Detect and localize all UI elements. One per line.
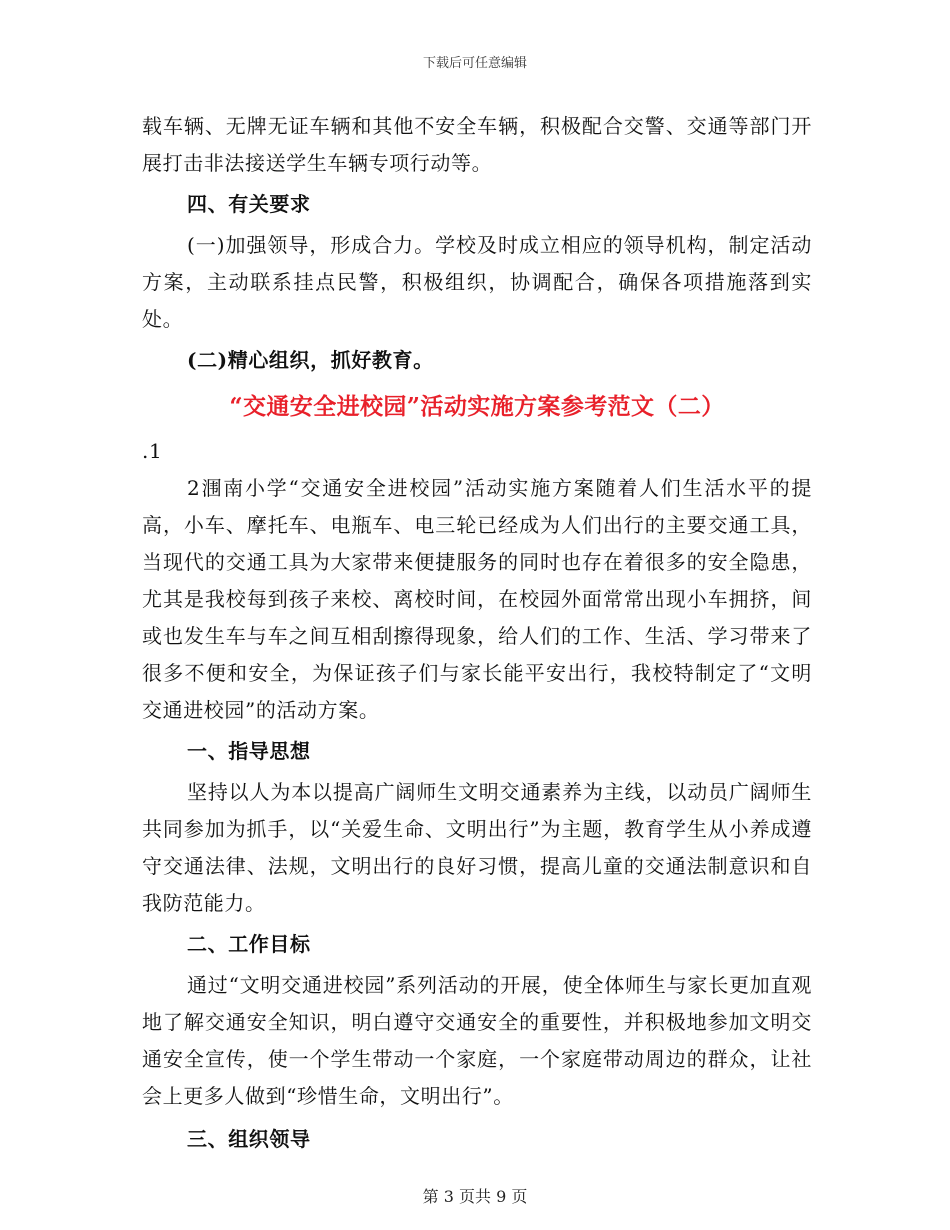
document-title: “交通安全进校园”活动实施方案参考范文（二） [229, 393, 725, 420]
paragraph-number: .1 [142, 439, 163, 463]
subheading-education: (二)精心组织，抓好教育。 [187, 348, 434, 372]
section-heading-requirements: 四、有关要求 [187, 192, 311, 216]
page-footer: 第 3 页共 9 页 [422, 1187, 528, 1206]
paragraph-goals: 通过“文明交通进校园”系列活动的开展，使全体师生与家长更加直观地了解交通安全知识，明白遵守交通安全的重要性，并积极地参加文明交通安全宣传，使一个学生带动一个家庭，一个家庭带动周边的群众，让社会上更多人做到“珍惜生命，文明出行”。 [142, 973, 812, 1108]
paragraph-continued: 载车辆、无牌无证车辆和其他不安全车辆，积极配合交警、交通等部门开展打击非法接送学生车辆专项行动等。 [142, 114, 812, 175]
section-heading-organization: 三、组织领导 [187, 1127, 311, 1151]
section-heading-goals: 二、工作目标 [187, 932, 311, 956]
section-heading-guiding: 一、指导思想 [187, 739, 311, 763]
page-header: 下载后可任意编辑 [422, 56, 527, 71]
document-body [142, 108, 812, 1162]
paragraph-intro: 2涠南小学“交通安全进校园”活动实施方案随着人们生活水平的提高，小车、摩托车、电瓶车、电三轮已经成为人们出行的主要交通工具，当现代的交通工具为大家带来便捷服务的同时也存在着很多的安全隐患，尤其是我校每到孩子来校、离校时间，在校园外面常常出现小车拥挤，间或也发生车与车之间互相刮擦得现象，给人们的工作、生活、学习带来了很多不便和安全，为保证孩子们与家长能平安出行，我校特制定了“文明交通进校园”的活动方案。 [142, 476, 812, 722]
paragraph-leadership: (一)加强领导，形成合力。学校及时成立相应的领导机构，制定活动方案，主动联系挂点民警，积极组织，协调配合，确保各项措施落到实处。 [142, 233, 812, 331]
paragraph-guiding: 坚持以人为本以提高广阔师生文明交通素养为主线，以动员广阔师生共同参加为抓手，以“关爱生命、文明出行”为主题，教育学生从小养成遵守交通法律、法规，文明出行的良好习惯，提高儿童的交通法制意识和自我防范能力。 [142, 780, 812, 915]
